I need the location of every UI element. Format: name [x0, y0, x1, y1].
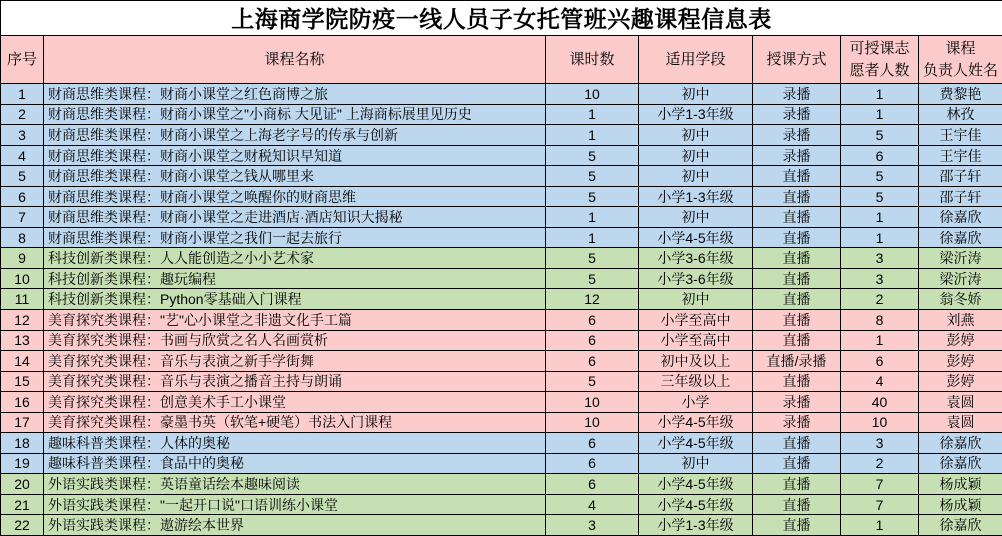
table-row	[1, 310, 1002, 331]
course-name-cell: 外语实践类课程：遨游绘本世界	[44, 515, 546, 536]
volunteers-cell: 5	[841, 125, 919, 146]
grade-cell: 小学1-3年级	[639, 186, 753, 207]
leader-cell: 徐嘉欣	[919, 515, 1002, 536]
volunteers-cell: 2	[841, 289, 919, 310]
leader-cell: 刘燕	[919, 310, 1002, 331]
hours-cell: 5	[546, 186, 639, 207]
row-index-cell: 13	[1, 330, 44, 351]
hours-cell: 12	[546, 289, 639, 310]
table-row	[1, 166, 1002, 187]
row-index-cell: 9	[1, 248, 44, 269]
volunteers-cell: 1	[841, 515, 919, 536]
table-row	[1, 515, 1002, 536]
table-row	[1, 412, 1002, 433]
volunteers-cell: 5	[841, 166, 919, 187]
hours-cell: 6	[546, 433, 639, 454]
table-row	[1, 371, 1002, 392]
hours-cell: 4	[546, 494, 639, 515]
course-name-cell: 外语实践类课程："一起开口说"口语训练小课堂	[44, 494, 546, 515]
table-row	[1, 125, 1002, 146]
hours-cell: 10	[546, 84, 639, 105]
volunteers-cell: 4	[841, 371, 919, 392]
row-index-cell: 12	[1, 310, 44, 331]
leader-cell: 徐嘉欣	[919, 227, 1002, 248]
method-cell: 直播	[753, 494, 841, 515]
volunteers-cell: 7	[841, 494, 919, 515]
leader-cell: 彭婷	[919, 371, 1002, 392]
grade-cell: 小学4-5年级	[639, 433, 753, 454]
grade-cell: 小学4-5年级	[639, 227, 753, 248]
volunteers-cell: 7	[841, 474, 919, 495]
table-row	[1, 392, 1002, 413]
leader-cell: 徐嘉欣	[919, 207, 1002, 228]
course-table-body	[1, 1, 1002, 536]
method-cell: 直播	[753, 474, 841, 495]
grade-cell: 小学至高中	[639, 310, 753, 331]
grade-cell: 小学1-3年级	[639, 104, 753, 125]
grade-cell: 小学1-3年级	[639, 515, 753, 536]
page-title: 上海商学院防疫一线人员子女托管班兴趣课程信息表	[1, 1, 1002, 36]
hours-cell: 1	[546, 125, 639, 146]
leader-cell: 彭婷	[919, 351, 1002, 372]
table-row	[1, 207, 1002, 228]
column-header-index: 序号	[1, 35, 44, 83]
grade-cell: 初中	[639, 453, 753, 474]
table-row	[1, 104, 1002, 125]
volunteers-cell: 40	[841, 392, 919, 413]
row-index-cell: 20	[1, 474, 44, 495]
table-row	[1, 248, 1002, 269]
leader-cell: 杨成颖	[919, 474, 1002, 495]
row-index-cell: 7	[1, 207, 44, 228]
column-header-grade: 适用学段	[639, 35, 753, 83]
table-row	[1, 227, 1002, 248]
row-index-cell: 1	[1, 84, 44, 105]
table-row	[1, 351, 1002, 372]
leader-cell: 徐嘉欣	[919, 433, 1002, 454]
table-row	[1, 330, 1002, 351]
method-cell: 直播	[753, 330, 841, 351]
course-name-cell: 财商思维类课程：财商小课堂之唤醒你的财商思维	[44, 186, 546, 207]
course-name-cell: 趣味科普类课程：人体的奥秘	[44, 433, 546, 454]
volunteers-cell: 1	[841, 104, 919, 125]
hours-cell: 10	[546, 392, 639, 413]
column-header-volunteers: 可授课志 愿者人数	[841, 35, 919, 83]
volunteers-cell: 1	[841, 330, 919, 351]
course-name-cell: 外语实践类课程：英语童话绘本趣味阅读	[44, 474, 546, 495]
leader-cell: 梁沂涛	[919, 268, 1002, 289]
grade-cell: 初中	[639, 289, 753, 310]
hours-cell: 6	[546, 310, 639, 331]
grade-cell: 小学3-6年级	[639, 268, 753, 289]
grade-cell: 小学3-6年级	[639, 248, 753, 269]
volunteers-cell: 1	[841, 207, 919, 228]
table-row	[1, 474, 1002, 495]
method-cell: 直播	[753, 166, 841, 187]
grade-cell: 初中	[639, 145, 753, 166]
course-name-cell: 美育探究类课程：创意美术手工小课堂	[44, 392, 546, 413]
hours-cell: 5	[546, 371, 639, 392]
volunteers-cell: 5	[841, 186, 919, 207]
hours-cell: 10	[546, 412, 639, 433]
leader-cell: 翁冬娇	[919, 289, 1002, 310]
method-cell: 直播	[753, 371, 841, 392]
method-cell: 直播	[753, 268, 841, 289]
table-row	[1, 145, 1002, 166]
volunteers-cell: 3	[841, 248, 919, 269]
course-name-cell: 财商思维类课程：财商小课堂之"小商标 大见证" 上海商标展里见历史	[44, 104, 546, 125]
leader-cell: 邵子轩	[919, 186, 1002, 207]
table-row	[1, 268, 1002, 289]
grade-cell: 小学4-5年级	[639, 412, 753, 433]
course-name-cell: 财商思维类课程：财商小课堂之我们一起去旅行	[44, 227, 546, 248]
hours-cell: 6	[546, 453, 639, 474]
volunteers-cell: 3	[841, 268, 919, 289]
hours-cell: 6	[546, 351, 639, 372]
method-cell: 录播	[753, 125, 841, 146]
course-name-cell: 财商思维类课程：财商小课堂之财税知识早知道	[44, 145, 546, 166]
hours-cell: 6	[546, 474, 639, 495]
course-name-cell: 美育探究类课程："艺"心小课堂之非遗文化手工篇	[44, 310, 546, 331]
hours-cell: 3	[546, 515, 639, 536]
course-name-cell: 财商思维类课程：财商小课堂之红色商博之旅	[44, 84, 546, 105]
row-index-cell: 19	[1, 453, 44, 474]
method-cell: 录播	[753, 145, 841, 166]
header-row	[1, 35, 1002, 83]
hours-cell: 6	[546, 330, 639, 351]
row-index-cell: 17	[1, 412, 44, 433]
course-name-cell: 趣味科普类课程：食品中的奥秘	[44, 453, 546, 474]
hours-cell: 1	[546, 104, 639, 125]
row-index-cell: 2	[1, 104, 44, 125]
method-cell: 录播	[753, 412, 841, 433]
volunteers-cell: 6	[841, 351, 919, 372]
hours-cell: 1	[546, 207, 639, 228]
leader-cell: 王宇佳	[919, 145, 1002, 166]
row-index-cell: 18	[1, 433, 44, 454]
course-name-cell: 美育探究类课程：书画与欣赏之名人名画赏析	[44, 330, 546, 351]
grade-cell: 小学	[639, 392, 753, 413]
row-index-cell: 10	[1, 268, 44, 289]
grade-cell: 小学至高中	[639, 330, 753, 351]
method-cell: 直播	[753, 227, 841, 248]
leader-cell: 林孜	[919, 104, 1002, 125]
volunteers-cell: 10	[841, 412, 919, 433]
column-header-leader: 课程 负责人姓名	[919, 35, 1002, 83]
method-cell: 录播	[753, 104, 841, 125]
leader-cell: 袁圆	[919, 392, 1002, 413]
method-cell: 直播	[753, 186, 841, 207]
grade-cell: 初中	[639, 125, 753, 146]
method-cell: 直播	[753, 289, 841, 310]
grade-cell: 初中	[639, 84, 753, 105]
method-cell: 直播	[753, 207, 841, 228]
grade-cell: 小学4-5年级	[639, 494, 753, 515]
hours-cell: 1	[546, 227, 639, 248]
row-index-cell: 16	[1, 392, 44, 413]
hours-cell: 5	[546, 248, 639, 269]
grade-cell: 初中	[639, 207, 753, 228]
row-index-cell: 22	[1, 515, 44, 536]
course-name-cell: 科技创新类课程：趣玩编程	[44, 268, 546, 289]
method-cell: 直播	[753, 248, 841, 269]
row-index-cell: 15	[1, 371, 44, 392]
method-cell: 录播	[753, 392, 841, 413]
table-row	[1, 433, 1002, 454]
leader-cell: 袁圆	[919, 412, 1002, 433]
leader-cell: 费黎艳	[919, 84, 1002, 105]
course-name-cell: 财商思维类课程：财商小课堂之钱从哪里来	[44, 166, 546, 187]
hours-cell: 5	[546, 145, 639, 166]
course-name-cell: 财商思维类课程：财商小课堂之走进酒店·酒店知识大揭秘	[44, 207, 546, 228]
volunteers-cell: 6	[841, 145, 919, 166]
row-index-cell: 11	[1, 289, 44, 310]
volunteers-cell: 1	[841, 84, 919, 105]
volunteers-cell: 3	[841, 433, 919, 454]
leader-cell: 杨成颖	[919, 494, 1002, 515]
grade-cell: 初中	[639, 166, 753, 187]
row-index-cell: 8	[1, 227, 44, 248]
method-cell: 直播	[753, 453, 841, 474]
leader-cell: 邵子轩	[919, 166, 1002, 187]
table-row	[1, 289, 1002, 310]
grade-cell: 初中及以上	[639, 351, 753, 372]
method-cell: 直播	[753, 310, 841, 331]
grade-cell: 小学4-5年级	[639, 474, 753, 495]
method-cell: 直播	[753, 515, 841, 536]
leader-cell: 梁沂涛	[919, 248, 1002, 269]
course-name-cell: 美育探究类课程：豪墨书英（软笔+硬笔）书法入门课程	[44, 412, 546, 433]
column-header-method: 授课方式	[753, 35, 841, 83]
leader-cell: 王宇佳	[919, 125, 1002, 146]
leader-cell: 彭婷	[919, 330, 1002, 351]
method-cell: 直播/录播	[753, 351, 841, 372]
row-index-cell: 3	[1, 125, 44, 146]
row-index-cell: 4	[1, 145, 44, 166]
method-cell: 录播	[753, 84, 841, 105]
row-index-cell: 5	[1, 166, 44, 187]
course-name-cell: 科技创新类课程：人人能创造之小小艺术家	[44, 248, 546, 269]
volunteers-cell: 8	[841, 310, 919, 331]
grade-cell: 三年级以上	[639, 371, 753, 392]
table-row	[1, 494, 1002, 515]
hours-cell: 5	[546, 268, 639, 289]
leader-cell: 徐嘉欣	[919, 453, 1002, 474]
volunteers-cell: 2	[841, 453, 919, 474]
course-name-cell: 美育探究类课程：音乐与表演之播音主持与朗诵	[44, 371, 546, 392]
column-header-hours: 课时数	[546, 35, 639, 83]
course-name-cell: 科技创新类课程：Python零基础入门课程	[44, 289, 546, 310]
hours-cell: 5	[546, 166, 639, 187]
title-row	[1, 1, 1002, 36]
row-index-cell: 14	[1, 351, 44, 372]
column-header-course-name: 课程名称	[44, 35, 546, 83]
table-row	[1, 84, 1002, 105]
course-name-cell: 财商思维类课程：财商小课堂之上海老字号的传承与创新	[44, 125, 546, 146]
method-cell: 直播	[753, 433, 841, 454]
volunteers-cell: 1	[841, 227, 919, 248]
table-row	[1, 186, 1002, 207]
table-row	[1, 453, 1002, 474]
course-name-cell: 美育探究类课程：音乐与表演之新手学街舞	[44, 351, 546, 372]
row-index-cell: 21	[1, 494, 44, 515]
row-index-cell: 6	[1, 186, 44, 207]
